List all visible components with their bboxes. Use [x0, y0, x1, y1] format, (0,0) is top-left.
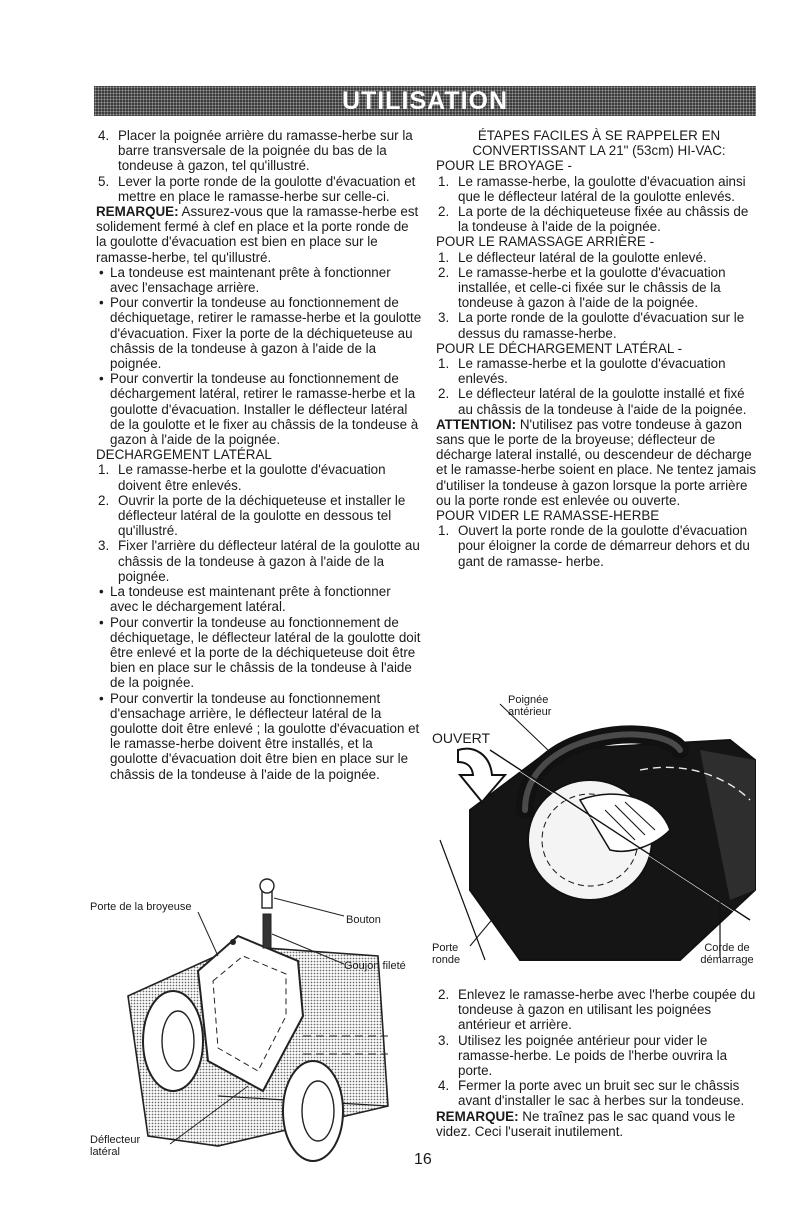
figure-label: Poignée antérieur	[508, 694, 552, 718]
list-item: 1. Le ramasse-herbe et la goulotte d'évacuation enlevés.	[438, 356, 726, 387]
page-number: 16	[414, 1151, 432, 1168]
list-item: 3. Fixer l'arrière du déflecteur latéral de la goulotte au châssis de la tondeuse à gazon à l'aide de la poignée.	[98, 538, 420, 584]
list-item: 2. Le déflecteur latéral de la goulotte installé et fixé au châssis de la tondeuse à l'aide de la poignée.	[438, 386, 747, 417]
right-column	[436, 128, 762, 569]
bullet-item: • Pour convertir la tondeuse au fonctionnement de déchargement latéral, retirer le ramasse-herbe et la goulotte d'évacuation. Installer le déflecteur latéral de la goulotte et le fixer au châssis de la tondeuse à gazon à l'aide de la poignée.	[99, 371, 419, 448]
figure-label: Déflecteur latéral	[90, 1134, 141, 1158]
remark-paragraph: REMARQUE: Ne traînez pas le sac quand vous le videz. Ceci l'userait inutilement.	[436, 1108, 736, 1139]
figure-label: Corde de démarrage	[700, 942, 754, 966]
section-title: UTILISATION	[341, 87, 509, 115]
section-heading: DECHARGEMENT LATÉRAL	[96, 447, 272, 463]
right-column-bottom	[436, 987, 762, 1139]
figure-label: Bouton	[346, 914, 381, 926]
bullet-item: • Pour convertir la tondeuse au fonctionnement de déchiquetage, retirer le ramasse-herbe et la goulotte d'évacuation. Fixer la porte de la déchiqueteuse au châssis de la tondeuse à gazon à l'aide de la poignée.	[99, 295, 422, 372]
figure-label: Goujon fileté	[344, 960, 406, 972]
sub-heading: POUR LE DÉCHARGEMENT LATÉRAL -	[436, 340, 683, 356]
list-item: 1. Le ramasse-herbe, la goulotte d'évacuation ainsi que le déflecteur latéral de la goulotte enlevés.	[438, 173, 746, 204]
figure-label: Porte ronde	[432, 942, 461, 966]
sub-heading: POUR VIDER LE RAMASSE-HERBE	[436, 508, 660, 524]
bullet-item: • La tondeuse est maintenant prête à fonctionner avec le déchargement latéral.	[99, 584, 391, 615]
bullet-item: • Pour convertir la tondeuse au fonctionnement de déchiquetage, le déflecteur latéral de la goulotte doit être enlevé et la porte de la déchiqueteuse doit être bien en place sur le châssis de la tondeuse à l'aide de la poignée.	[99, 614, 421, 691]
section-banner	[94, 86, 756, 116]
list-item: 1. Le déflecteur latéral de la goulotte enlevé.	[438, 249, 707, 265]
list-item: 4. Placer la poignée arrière du ramasse-herbe sur la barre transversale de la poignée du bas de la tondeuse à gazon, tel qu'illustré.	[98, 128, 413, 174]
list-item: 4. Fermer la porte avec un bruit sec sur le châssis avant d'installer le sac à herbes sur la tondeuse.	[438, 1078, 745, 1109]
list-item: 1. Ouvert la porte ronde de la goulotte d'évacuation pour éloigner la corde de démarreur dehors et du gant de ramasse- herbe.	[438, 523, 750, 569]
bullet-item: • Pour convertir la tondeuse au fonctionnement d'ensachage arrière, le déflecteur latéral de la goulotte doit être enlevé ; la goulotte d'évacuation et le ramasse-herbe doivent être installés, et la goulotte d'évacuation doit être bien en place sur le châssis de la tondeuse à l'aide de la poignée.	[99, 690, 420, 782]
bullet-item: • La tondeuse est maintenant prête à fonctionner avec l'ensachage arrière.	[99, 264, 391, 296]
list-item: 3. Utilisez les poignée antérieur pour vider le ramasse-herbe. Le poids de l'herbe ouvrira la porte.	[438, 1032, 728, 1079]
list-item: 3. La porte ronde de la goulotte d'évacuation sur le dessus du ramasse-herbe.	[438, 310, 745, 341]
mulch-door-illustration	[88, 876, 418, 1166]
list-item: 5. Lever la porte ronde de la goulotte d'évacuation et mettre en place le ramasse-herbe sur celle-ci.	[98, 173, 416, 204]
section-heading: ÉTAPES FACILES À SE RAPPELER EN CONVERTISSANT LA 21" (53cm) HI-VAC:	[472, 128, 726, 159]
attention-paragraph: ATTENTION: N'utilisez pas votre tondeuse à gazon sans que le porte de la broyeuse; déflecteur de décharge lateral installé, ou descendeur de décharge et le ramasse-herbe soient en place. Ne tentez jamais d'utiliser la tondeuse à gazon lorsque la porte arrière ou la porte ronde est enlevée ou ouverte.	[436, 416, 757, 508]
list-item: 2. Le ramasse-herbe et la goulotte d'évacuation installée, et celle-ci fixée sur le châssis de la tondeuse à gazon à l'aide de la poignée.	[438, 264, 726, 311]
list-item: 1. Le ramasse-herbe et la goulotte d'évacuation doivent être enlevés.	[98, 462, 386, 493]
remark-paragraph: REMARQUE: Assurez-vous que la ramasse-herbe est solidement fermé à clef en place et la porte ronde de la goulotte d'évacuation est bien en place sur le ramasse-herbe, tel qu'illustré.	[96, 204, 419, 265]
sub-heading: POUR LE BROYAGE -	[436, 158, 572, 174]
left-column	[96, 128, 422, 782]
list-item: 2. Ouvrir la porte de la déchiqueteuse et installer le déflecteur latéral de la goulotte en dessous tel qu'illustré.	[98, 492, 406, 539]
list-item: 2. La porte de la déchiqueteuse fixée au châssis de la tondeuse à l'aide de la poignée.	[438, 204, 749, 235]
figure-label: OUVERT	[432, 730, 491, 746]
figure-label: Porte de la broyeuse	[90, 901, 192, 913]
sub-heading: POUR LE RAMASSAGE ARRIÈRE -	[436, 234, 655, 250]
list-item: 2. Enlevez le ramasse-herbe avec l'herbe coupée du tondeuse à gazon en utilisant les poignées antérieur et arrière.	[438, 987, 756, 1033]
grass-catcher-illustration	[430, 690, 764, 974]
